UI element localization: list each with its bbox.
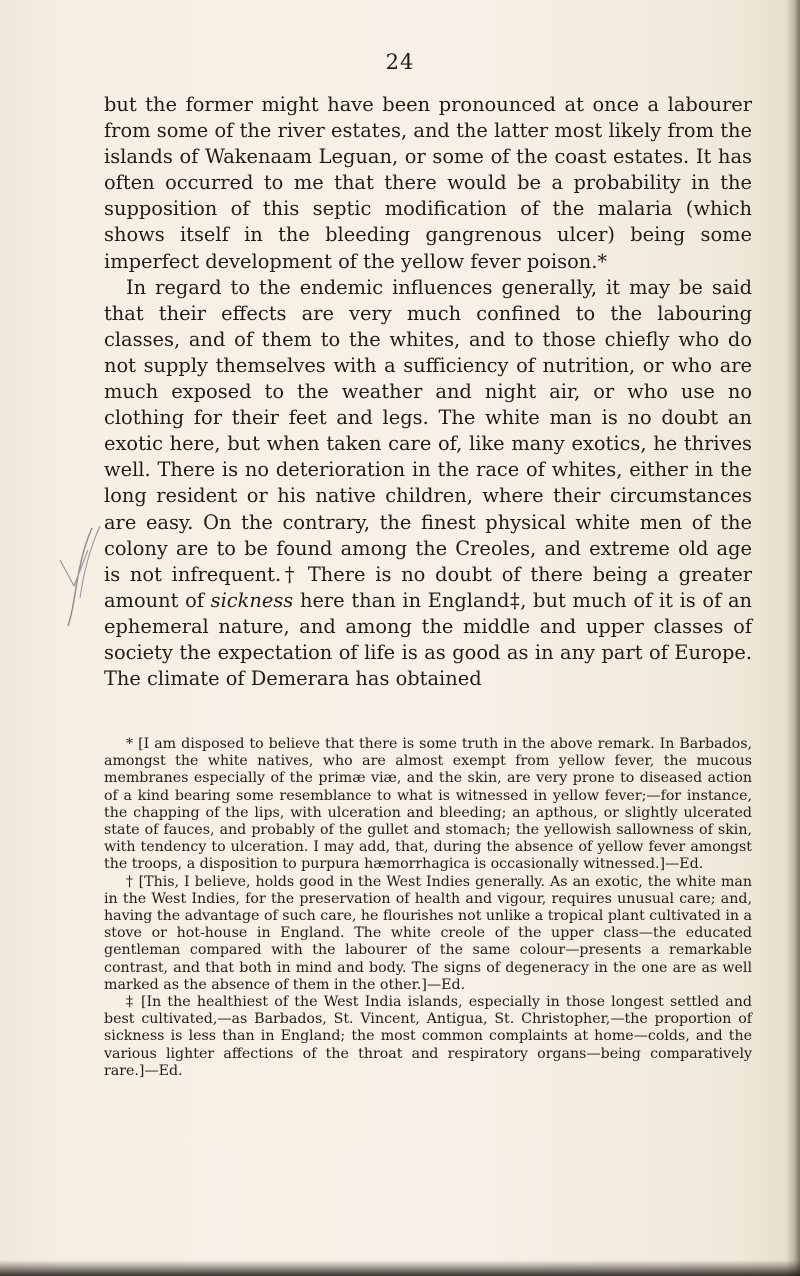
- footnote-1: * [I am disposed to believe that there is some truth in the above remark. In Barbados, amongst the white natives, who are almost exempt from yellow fever, the mucous membranes especially of the primæ viæ, and the skin, are very prone to diseased action of a kind bearing some resemblance to what is witnessed in yellow fever;—for instance, the chapping of the lips, with ulceration and bleeding; an apthous, or slightly ulcerated state of fauces, and probably of the gullet and stomach; the yellowish sallowness of skin, with tendency to ulceration. I may add, that, during the absence of yellow fever amongst the troops, a disposition to purpura hæmorrhagica is occasionally witnessed.]—Ed.: [104, 736, 752, 873]
- page-edge-shadow: [786, 0, 800, 1276]
- pencil-margin-mark-icon: [30, 520, 110, 630]
- emphasis-sickness: sickness: [210, 588, 294, 612]
- footnotes: [104, 736, 752, 1080]
- page-number: 24: [385, 50, 415, 74]
- paragraph-2-part-b: here than in England‡, but much of it is of an ephemeral nature, and among the middle and upper classes of society the expectation of life is as good as in any part of Europe. The climate of Demerara has obtained: [104, 588, 752, 691]
- footnote-3: ‡ [In the healthiest of the West India islands, especially in those longest settled and best cultivated,—as Barbados, St. Vincent, Antigua, St. Christopher,—the proportion of sickness is less than in England; the most common complaints at home—colds, and the various lighter affections of the throat and respiratory organs—being comparatively rare.]—Ed.: [104, 994, 752, 1079]
- paragraph-2-part-a: In regard to the endemic influences generally, it may be said that their effects are very much confined to the labouring classes, and of them to the whites, and to those chiefly who do not supply themselves with a sufficiency of nutrition, or who are much exposed to the weather and night air, or who use no clothing for their feet and legs. The white man is no doubt an exotic here, but when taken care of, like many exotics, he thrives well. There is no deterioration in the race of whites, either in the long resident or his native children, where their circumstances are easy. On the contrary, the finest physical white men of the colony are to be found among the Creoles, and extreme old age is not infrequent.† There is no doubt of there being a greater amount of: [104, 275, 752, 612]
- footnote-2: † [This, I believe, holds good in the West Indies generally. As an exotic, the white man in the West Indies, for the preservation of health and vigour, requires unusual care; and, having the advantage of such care, he flourishes not unlike a tropical plant cultivated in a stove or hot-house in England. The white creole of the upper class—the educated gentleman compared with the labourer of the same colour—presents a remarkable contrast, and that both in mind and body. The signs of degeneracy in the one are as well marked as the absence of them in the other.]—Ed.: [104, 873, 752, 993]
- page-bottom-edge: [0, 1260, 800, 1276]
- body-text: [104, 92, 752, 692]
- paragraph-2: [104, 275, 752, 693]
- paragraph-1: but the former might have been pronounced at once a labourer from some of the river estates, and the latter most likely from the islands of Wakenaam Leguan, or some of the coast estates. It has often occurred to me that there would be a probability in the supposition of this septic modification of the malaria (which shows itself in the bleeding gangrenous ulcer) being some imperfect development of the yellow fever poison.*: [104, 93, 752, 273]
